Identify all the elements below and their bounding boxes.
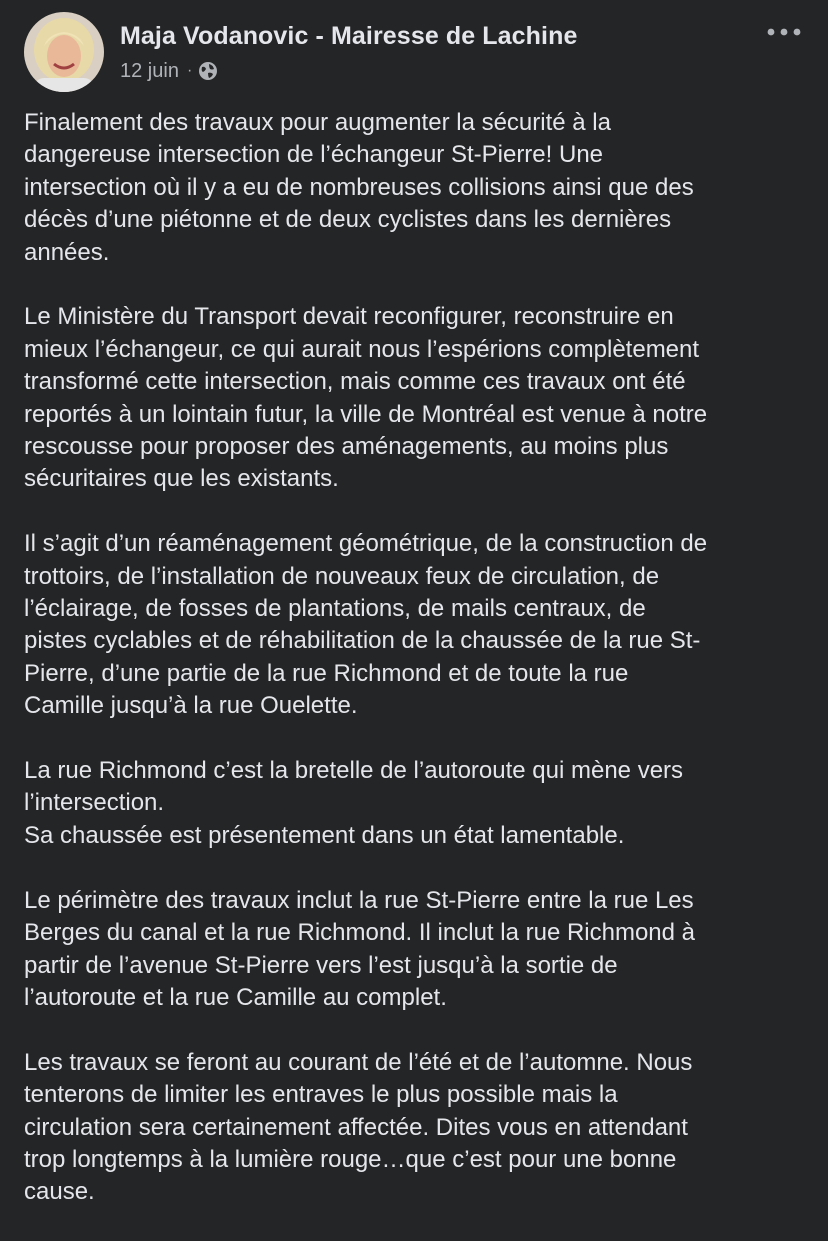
more-horizontal-icon [767,28,801,36]
post-text [24,107,814,1241]
post-header [24,12,808,92]
meta-separator: · [186,62,193,79]
post-paragraph-6: Les travaux se feront au courant de l’été et de l’automne. Nous tenterons de limiter les entraves le plus possible mais la circulation sera certainement affectée. Dites vous en attendant trop longtemps à la lumière rouge…que c’est pour une bonne cause. [24,1048,693,1206]
post-paragraph-4: La rue Richmond c’est la bretelle de l’autoroute qui mène vers l’intersection. Sa chaussée est présentement dans un état lamentable. [24,757,684,849]
post-paragraph-2: Le Ministère du Transport devait reconfigurer, reconstruire en mieux l’échangeur, ce qui aurait nous l’espérions complètement transformé cette intersection, mais comme ces travaux ont été reportés à un lointain futur, la ville de Montréal est venue à notre rescousse pour proposer des aménagements, au moins plus sécuritaires que les existants. [24,303,708,493]
author-avatar[interactable] [24,12,104,92]
more-options-button[interactable] [766,20,802,44]
post-paragraph-1: Finalement des travaux pour augmenter la sécurité à la dangereuse intersection de l’échangeur St-Pierre! Une intersection où il y a eu de nombreuses collisions ainsi que des décès d’une piétonne et de deux cyclistes dans les dernières années. [24,109,694,266]
post-meta [120,58,218,84]
avatar-photo [24,12,104,92]
post-paragraph-5: Le périmètre des travaux inclut la rue St-Pierre entre la rue Les Berges du canal et la rue Richmond. Il inclut la rue Richmond à partir de l’avenue St-Pierre vers l’est jusqu’à la sortie de l’autoroute et la rue Camille au complet. [24,886,696,1011]
post-date[interactable]: 12 juin [120,59,179,82]
globe-icon[interactable] [198,61,218,81]
author-name[interactable]: Maja Vodanovic - Mairesse de Lachine [120,22,578,50]
post-paragraph-3: Il s’agit d’un réaménagement géométrique, de la construction de trottoirs, de l’installation de nouveaux feux de circulation, de l’éclairage, de fosses de plantations, de mails centraux, de pistes cyclables et de réhabilitation de la chaussée de la rue St- Pierre, d’une partie de la rue Richmond et de toute la rue Camille jusqu’à la rue Ouelette. [24,530,708,720]
